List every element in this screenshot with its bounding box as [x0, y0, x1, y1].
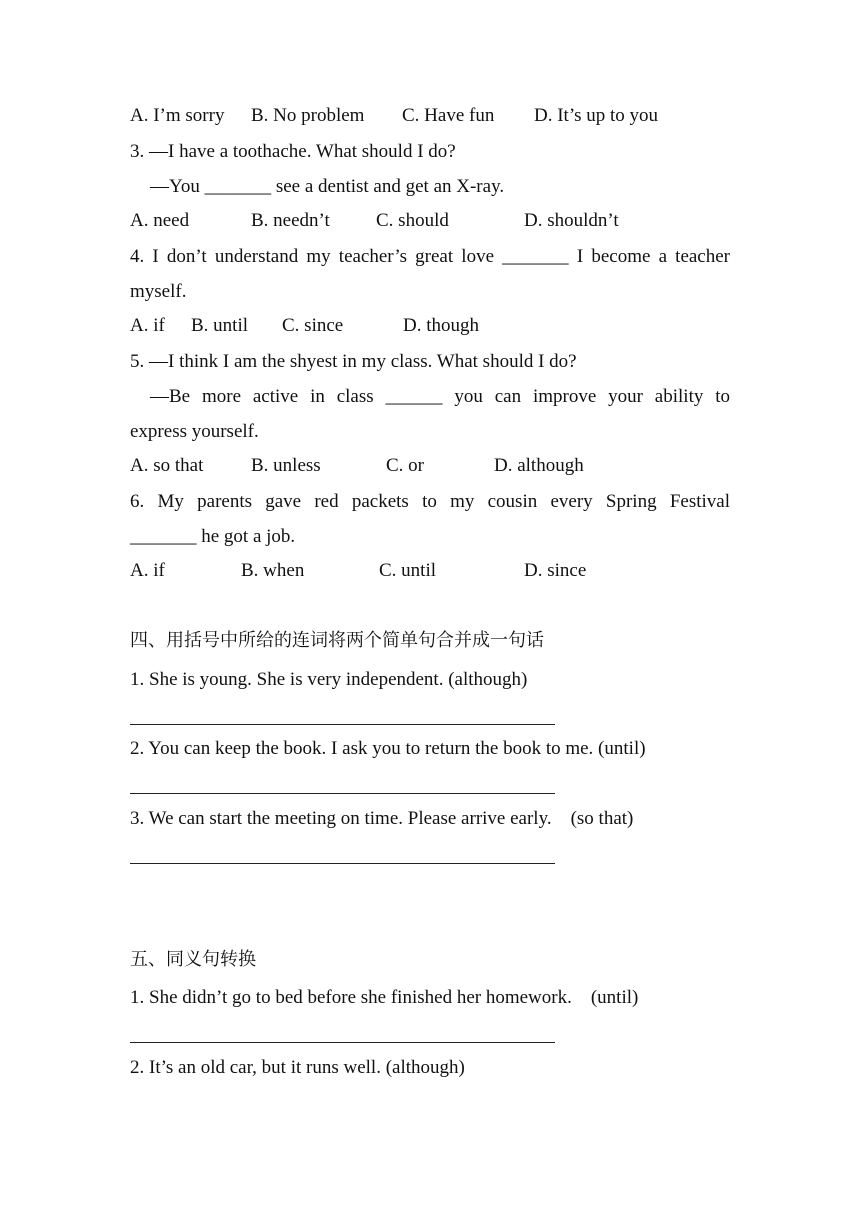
section-4-item-3: 3. We can start the meeting on time. Please arrive early. (so that): [130, 808, 634, 829]
q2-option-d: D. It’s up to you: [534, 105, 659, 126]
q5-reply-line-1: —Be more active in class ______ you can improve your ability to: [150, 386, 730, 407]
q6-option-d: D. since: [524, 560, 587, 581]
q5-option-a: A. so that: [130, 455, 204, 476]
q5-stem: 5. —I think I am the shyest in my class. What should I do?: [130, 351, 577, 372]
q5-option-d: D. although: [494, 455, 584, 476]
section-5-heading: 五、同义句转换: [130, 949, 256, 970]
q4-option-c: C. since: [282, 315, 344, 336]
section-5-item-1: 1. She didn’t go to bed before she finished her homework. (until): [130, 987, 639, 1008]
q3-reply: —You _______ see a dentist and get an X-ray.: [150, 176, 505, 197]
q2-option-c: C. Have fun: [402, 105, 495, 126]
section-4-item-2: 2. You can keep the book. I ask you to return the book to me. (until): [130, 738, 646, 759]
section-5-item-2: 2. It’s an old car, but it runs well. (although): [130, 1057, 465, 1078]
answer-line[interactable]: [130, 863, 555, 864]
q3-option-a: A. need: [130, 210, 190, 231]
q5-option-b: B. unless: [251, 455, 321, 476]
q3-option-d: D. shouldn’t: [524, 210, 619, 231]
q6-stem-line-2: _______ he got a job.: [130, 526, 296, 547]
q4-option-d: D. though: [403, 315, 479, 336]
q6-option-c: C. until: [379, 560, 437, 581]
answer-line[interactable]: [130, 1042, 555, 1043]
answer-line[interactable]: [130, 724, 555, 725]
q5-option-c: C. or: [386, 455, 424, 476]
section-4-heading: 四、用括号中所给的连词将两个简单句合并成一句话: [130, 630, 544, 651]
section-4-item-1: 1. She is young. She is very independent. (although): [130, 669, 528, 690]
q4-stem-line-2: myself.: [130, 281, 187, 302]
q3-option-b: B. needn’t: [251, 210, 330, 231]
q2-option-b: B. No problem: [251, 105, 365, 126]
q3-stem: 3. —I have a toothache. What should I do?: [130, 141, 456, 162]
q6-option-b: B. when: [241, 560, 305, 581]
q5-reply-line-2: express yourself.: [130, 421, 259, 442]
q6-option-a: A. if: [130, 560, 165, 581]
q2-option-a: A. I’m sorry: [130, 105, 225, 126]
q4-option-b: B. until: [191, 315, 249, 336]
q6-stem-line-1: 6. My parents gave red packets to my cousin every Spring Festival: [130, 491, 730, 512]
q3-option-c: C. should: [376, 210, 449, 231]
q4-stem-line-1: 4. I don’t understand my teacher’s great love _______ I become a teacher: [130, 246, 730, 267]
answer-line[interactable]: [130, 793, 555, 794]
q4-option-a: A. if: [130, 315, 165, 336]
